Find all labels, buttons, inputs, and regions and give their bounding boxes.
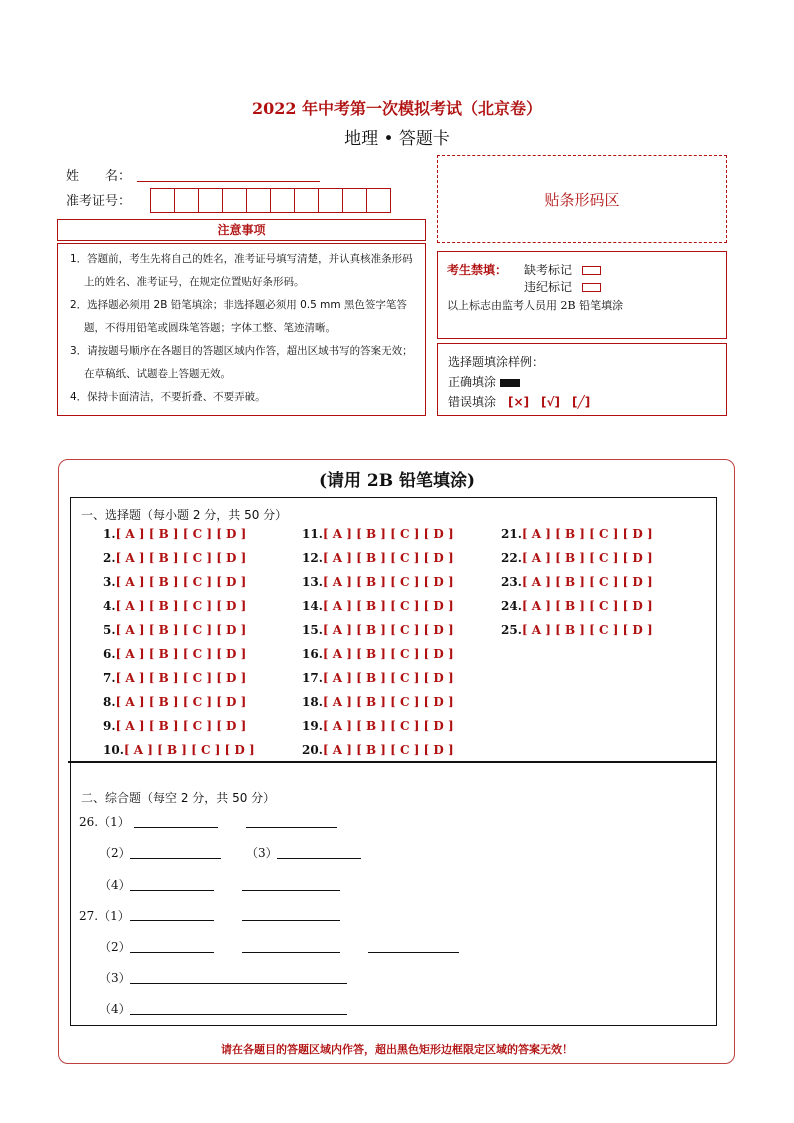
question-number: 12. <box>302 551 323 565</box>
answer-options[interactable]: [ A ] [ B ] [ C ] [ D ] <box>115 623 247 637</box>
mcq-question[interactable] <box>103 719 246 733</box>
barcode-label: 贴条形码区 <box>544 190 620 209</box>
mcq-question[interactable] <box>302 743 454 757</box>
q26-part4-label: （4） <box>99 878 131 892</box>
notice-item: 1．答题前，考生先将自己的姓名，准考证号填写清楚，并认真核准条形码上的姓名、准考证号，在规定位置贴好条形码。 <box>70 253 413 288</box>
question-number: 25. <box>501 623 522 637</box>
violation-mark[interactable] <box>524 278 601 295</box>
sample-title: 选择题填涂样例： <box>448 355 545 369</box>
id-box[interactable] <box>222 188 247 213</box>
mcq-question[interactable] <box>103 551 246 565</box>
mcq-question[interactable] <box>302 599 454 613</box>
answer-line[interactable] <box>130 857 221 859</box>
answer-line[interactable] <box>246 826 337 828</box>
q27-label: 27.（1） <box>79 909 130 923</box>
mcq-question[interactable] <box>302 695 454 709</box>
mcq-question[interactable] <box>103 671 246 685</box>
answer-options[interactable]: [ A ] [ B ] [ C ] [ D ] <box>115 527 247 541</box>
question-number: 24. <box>501 599 522 613</box>
section2-title: 二、综合题（每空 2 分，共 50 分） <box>81 791 276 805</box>
answer-options[interactable]: [ A ] [ B ] [ C ] [ D ] <box>115 647 247 661</box>
id-box[interactable] <box>150 188 175 213</box>
q26-label: 26.（1） <box>79 815 130 829</box>
id-box[interactable] <box>366 188 391 213</box>
question-number: 7. <box>103 671 116 685</box>
answer-options[interactable]: [ A ] [ B ] [ C ] [ D ] <box>521 599 653 613</box>
answer-options[interactable]: [ A ] [ B ] [ C ] [ D ] <box>322 647 454 661</box>
violation-checkbox[interactable] <box>582 283 601 292</box>
proctor-mark-box <box>437 251 727 339</box>
violation-label: 违纪标记 <box>524 280 573 294</box>
name-field[interactable] <box>137 180 320 182</box>
answer-options[interactable]: [ A ] [ B ] [ C ] [ D ] <box>521 527 653 541</box>
answer-line[interactable] <box>242 919 340 921</box>
mcq-question[interactable] <box>302 647 454 661</box>
id-box[interactable] <box>342 188 367 213</box>
question-number: 15. <box>302 623 323 637</box>
answer-line[interactable] <box>134 826 218 828</box>
answer-options[interactable]: [ A ] [ B ] [ C ] [ D ] <box>521 575 653 589</box>
question-number: 8. <box>103 695 116 709</box>
notice-item: 2．选择题必须用 2B 铅笔填涂；非选择题必须用 0.5 mm 黑色签字笔答题，不得用铅笔或圆珠笔答题；字体工整、笔迹清晰。 <box>70 299 407 334</box>
question-number: 20. <box>302 743 323 757</box>
id-box[interactable] <box>174 188 199 213</box>
question-number: 4. <box>103 599 116 613</box>
answer-line[interactable] <box>242 951 340 953</box>
exam-subtitle: 地理 • 答题卡 <box>344 129 450 149</box>
answer-options[interactable]: [ A ] [ B ] [ C ] [ D ] <box>322 743 454 757</box>
answer-line[interactable] <box>130 1013 347 1015</box>
mcq-question[interactable] <box>103 575 246 589</box>
mcq-question[interactable] <box>501 623 653 637</box>
q27-part2-label: （2） <box>99 940 131 954</box>
notice-item: 3．请按题号顺序在各题目的答题区域内作答，超出区域书写的答案无效；在草稿纸、试题卷上答题无效。 <box>70 345 413 380</box>
name-label: 姓 名： <box>66 169 132 184</box>
answer-options[interactable]: [ A ] [ B ] [ C ] [ D ] <box>322 527 454 541</box>
mcq-question[interactable] <box>302 551 454 565</box>
question-number: 1. <box>103 527 116 541</box>
answer-line[interactable] <box>242 889 340 891</box>
mcq-question[interactable] <box>302 671 454 685</box>
mcq-question[interactable] <box>103 743 255 757</box>
answer-line[interactable] <box>130 982 347 984</box>
pen-instruction: (请用 2B 铅笔填涂) <box>318 471 476 491</box>
mcq-question[interactable] <box>302 575 454 589</box>
answer-line[interactable] <box>130 889 214 891</box>
answer-options[interactable]: [ A ] [ B ] [ C ] [ D ] <box>322 695 454 709</box>
id-box[interactable] <box>246 188 271 213</box>
question-number: 17. <box>302 671 323 685</box>
mcq-question[interactable] <box>103 695 246 709</box>
mcq-question[interactable] <box>103 599 246 613</box>
mcq-question[interactable] <box>302 719 454 733</box>
section-divider <box>68 761 716 763</box>
mcq-question[interactable] <box>103 623 246 637</box>
answer-options[interactable]: [ A ] [ B ] [ C ] [ D ] <box>123 743 255 757</box>
question-number: 16. <box>302 647 323 661</box>
answer-options[interactable]: [ A ] [ B ] [ C ] [ D ] <box>115 551 247 565</box>
footer-warning: 请在各题目的答题区域内作答，超出黑色矩形边框限定区域的答案无效！ <box>221 1043 573 1056</box>
absent-mark[interactable] <box>524 261 601 278</box>
correct-label: 正确填涂 <box>448 375 497 389</box>
question-number: 3. <box>103 575 116 589</box>
mcq-question[interactable] <box>501 527 653 541</box>
answer-line[interactable] <box>130 919 214 921</box>
barcode-area <box>437 155 727 243</box>
absent-checkbox[interactable] <box>582 266 601 275</box>
question-number: 21. <box>501 527 522 541</box>
answer-options[interactable]: [ A ] [ B ] [ C ] [ D ] <box>322 575 454 589</box>
id-box[interactable] <box>198 188 223 213</box>
answer-line[interactable] <box>368 951 459 953</box>
answer-options[interactable]: [ A ] [ B ] [ C ] [ D ] <box>521 623 653 637</box>
q26-part2-label: （2） <box>99 846 131 860</box>
question-number: 22. <box>501 551 522 565</box>
ban-label: 考生禁填： <box>447 263 508 277</box>
notice-heading: 注意事项 <box>57 219 426 241</box>
answer-options[interactable]: [ A ] [ B ] [ C ] [ D ] <box>521 551 653 565</box>
mcq-question[interactable] <box>501 551 653 565</box>
question-number: 18. <box>302 695 323 709</box>
answer-options[interactable]: [ A ] [ B ] [ C ] [ D ] <box>115 599 247 613</box>
notice-box <box>57 243 426 416</box>
correct-fill-sample <box>500 379 520 387</box>
question-number: 5. <box>103 623 116 637</box>
answer-options[interactable]: [ A ] [ B ] [ C ] [ D ] <box>322 551 454 565</box>
id-number-boxes[interactable] <box>151 188 391 213</box>
fill-sample-box <box>437 343 727 416</box>
mcq-question[interactable] <box>501 599 653 613</box>
answer-options[interactable]: [ A ] [ B ] [ C ] [ D ] <box>322 719 454 733</box>
q26-part3-label: （3） <box>246 846 278 860</box>
question-number: 11. <box>302 527 323 541</box>
answer-options[interactable]: [ A ] [ B ] [ C ] [ D ] <box>115 695 247 709</box>
question-number: 9. <box>103 719 116 733</box>
question-number: 23. <box>501 575 522 589</box>
mcq-question[interactable] <box>103 647 246 661</box>
question-number: 6. <box>103 647 116 661</box>
answer-options[interactable]: [ A ] [ B ] [ C ] [ D ] <box>115 671 247 685</box>
answer-options[interactable]: [ A ] [ B ] [ C ] [ D ] <box>115 719 247 733</box>
answer-line[interactable] <box>277 857 361 859</box>
id-box[interactable] <box>270 188 295 213</box>
mcq-question[interactable] <box>302 623 454 637</box>
question-number: 2. <box>103 551 116 565</box>
question-number: 13. <box>302 575 323 589</box>
mcq-question[interactable] <box>302 527 454 541</box>
answer-options[interactable]: [ A ] [ B ] [ C ] [ D ] <box>322 599 454 613</box>
answer-line[interactable] <box>130 951 214 953</box>
absent-label: 缺考标记 <box>524 263 573 277</box>
mcq-question[interactable] <box>501 575 653 589</box>
mcq-question[interactable] <box>103 527 246 541</box>
id-label: 准考证号： <box>66 194 132 209</box>
notice-item: 4．保持卡面清洁，不要折叠、不要弄破。 <box>70 391 266 403</box>
exam-title: 2022 年中考第一次模拟考试（北京卷） <box>251 99 543 118</box>
id-box[interactable] <box>318 188 343 213</box>
answer-options[interactable]: [ A ] [ B ] [ C ] [ D ] <box>115 575 247 589</box>
wrong-marks: [×] [√] [╱] <box>508 395 591 409</box>
question-number: 19. <box>302 719 323 733</box>
section1-title: 一、选择题（每小题 2 分，共 50 分） <box>81 508 288 522</box>
answer-options[interactable]: [ A ] [ B ] [ C ] [ D ] <box>322 671 454 685</box>
q27-part3-label: （3） <box>99 971 131 985</box>
q27-part4-label: （4） <box>99 1002 131 1016</box>
answer-options[interactable]: [ A ] [ B ] [ C ] [ D ] <box>322 623 454 637</box>
ban-note: 以上标志由监考人员用 2B 铅笔填涂 <box>447 299 624 312</box>
wrong-label: 错误填涂 <box>448 395 497 409</box>
question-number: 14. <box>302 599 323 613</box>
question-number: 10. <box>103 743 124 757</box>
id-box[interactable] <box>294 188 319 213</box>
